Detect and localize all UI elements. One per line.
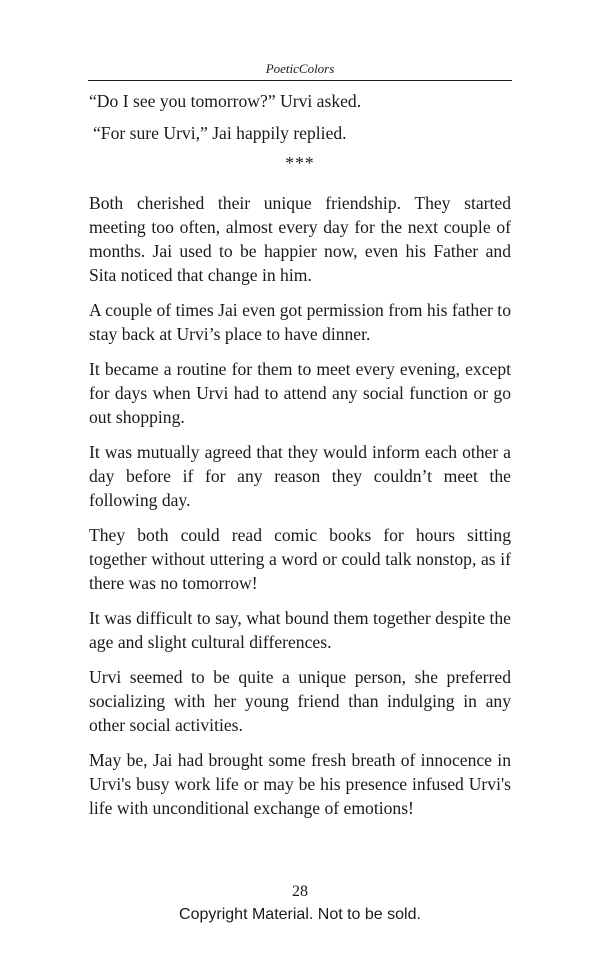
paragraph: They both could read comic books for hours sitting together without uttering a word or could talk nonstop, as if there was no tomorrow! bbox=[89, 525, 511, 593]
running-header: PoeticColors bbox=[88, 60, 512, 81]
paragraph: It was mutually agreed that they would inform each other a day before if for any reason they couldn’t meet the following day. bbox=[89, 442, 511, 510]
page-number: 28 bbox=[292, 883, 308, 900]
paragraph: A couple of times Jai even got permission from his father to stay back at Urvi’s place to have dinner. bbox=[89, 300, 511, 344]
copyright-notice: Copyright Material. Not to be sold. bbox=[179, 906, 421, 923]
dialogue-line: “Do I see you tomorrow?” Urvi asked. bbox=[89, 91, 362, 111]
paragraph: It became a routine for them to meet every evening, except for days when Urvi had to attend any social function or go out shopping. bbox=[89, 359, 511, 427]
dialogue-line: “For sure Urvi,” Jai happily replied. bbox=[93, 123, 347, 143]
paragraph: Urvi seemed to be quite a unique person, she preferred socializing with her young friend than indulging in any other social activities. bbox=[89, 667, 511, 735]
paragraph: Both cherished their unique friendship. They started meeting too often, almost every day for the next couple of months. Jai used to be happier now, even his Father and Sita noticed that change in him. bbox=[89, 193, 511, 285]
page-body bbox=[89, 89, 511, 831]
paragraph: May be, Jai had brought some fresh breath of innocence in Urvi's busy work life or may be his presence infused Urvi's life with unconditional exchange of emotions! bbox=[89, 750, 511, 818]
paragraph: It was difficult to say, what bound them together despite the age and slight cultural differences. bbox=[89, 608, 511, 652]
section-separator: *** bbox=[285, 153, 315, 173]
